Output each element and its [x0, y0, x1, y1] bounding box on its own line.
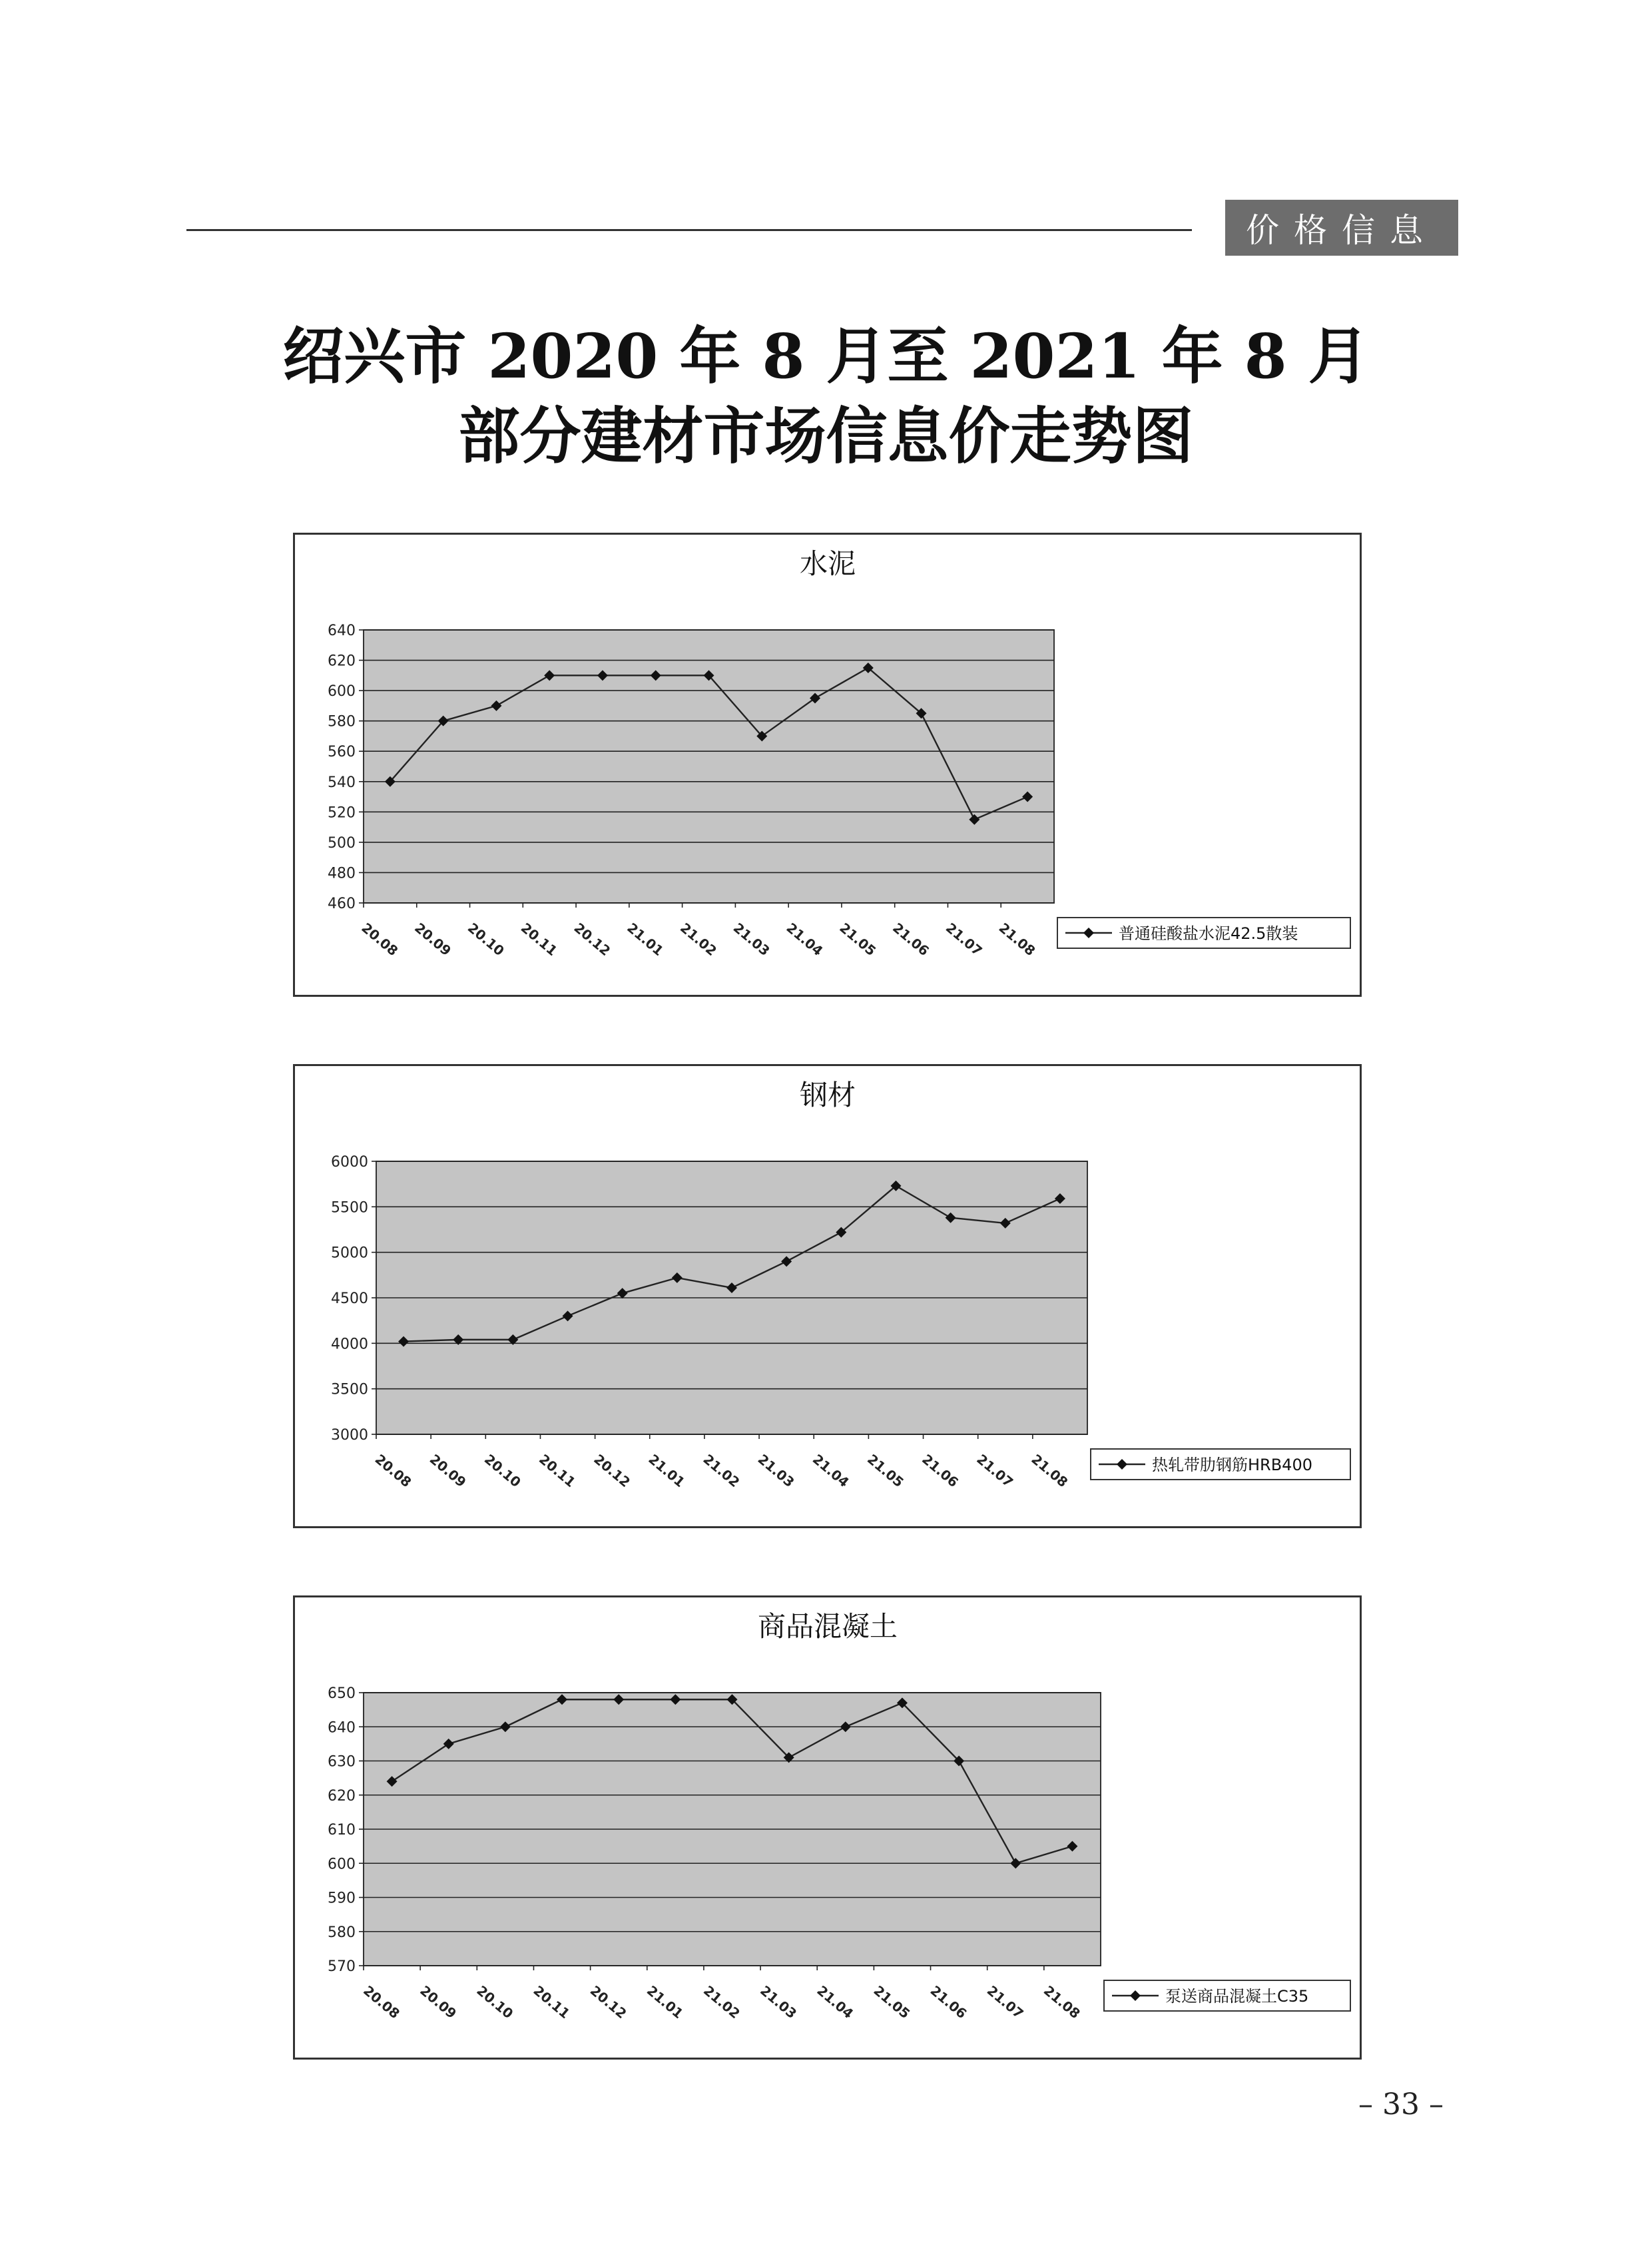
y-tick-label: 580 — [328, 713, 356, 730]
x-tick-label: 21.01 — [645, 1451, 688, 1491]
x-tick-label: 21.04 — [814, 1982, 857, 2022]
x-tick-label: 20.10 — [481, 1451, 524, 1491]
y-tick-label: 630 — [328, 1753, 356, 1771]
x-tick-label: 20.09 — [426, 1451, 469, 1491]
x-tick-label: 21.08 — [1040, 1982, 1083, 2022]
y-tick-label: 640 — [328, 1719, 356, 1737]
x-tick-label: 21.06 — [927, 1982, 970, 2022]
steel-chart-panel — [293, 1064, 1362, 1528]
x-tick-label: 20.08 — [360, 1982, 404, 2022]
legend-label: 热轧带肋钢筋HRB400 — [1152, 1456, 1312, 1474]
y-tick-label: 4000 — [331, 1336, 368, 1353]
x-tick-label: 21.04 — [783, 920, 826, 960]
concrete-chart-panel — [293, 1595, 1362, 2060]
x-tick-label: 20.12 — [591, 1451, 634, 1491]
y-tick-label: 3500 — [331, 1381, 368, 1398]
x-tick-label: 21.02 — [700, 1451, 743, 1491]
y-tick-label: 4500 — [331, 1290, 368, 1307]
x-tick-label: 21.07 — [973, 1451, 1017, 1491]
x-tick-label: 21.01 — [643, 1982, 687, 2022]
legend-label: 普通硅酸盐水泥42.5散装 — [1119, 924, 1298, 943]
x-tick-label: 21.08 — [1028, 1451, 1071, 1491]
x-tick-label: 21.07 — [983, 1982, 1027, 2022]
x-tick-label: 20.09 — [417, 1982, 460, 2022]
x-tick-label: 20.10 — [464, 920, 507, 960]
x-tick-label: 21.01 — [624, 920, 667, 960]
page-title-line-1: 绍兴市 2020 年 8 月至 2021 年 8 月 — [282, 320, 1370, 392]
y-tick-label: 640 — [328, 623, 356, 639]
cement-chart — [295, 535, 1360, 995]
page-title-line-2: 部分建材市场信息价走势图 — [458, 400, 1194, 472]
x-tick-label: 20.10 — [473, 1982, 517, 2022]
y-tick-label: 5500 — [331, 1199, 368, 1217]
chart-title: 商品混凝土 — [757, 1610, 898, 1643]
page-number: – 33 – — [1358, 2088, 1444, 2121]
x-tick-label: 20.09 — [412, 920, 455, 960]
x-tick-label: 20.11 — [536, 1451, 579, 1491]
x-tick-label: 20.08 — [372, 1451, 415, 1491]
x-tick-label: 21.08 — [995, 920, 1039, 960]
section-tag: 价格信息 — [1225, 200, 1458, 256]
y-tick-label: 650 — [328, 1685, 356, 1702]
y-tick-label: 560 — [328, 744, 356, 761]
y-tick-label: 5000 — [331, 1245, 368, 1262]
x-tick-label: 21.05 — [864, 1451, 907, 1491]
header-rule — [186, 229, 1192, 231]
y-tick-label: 500 — [328, 834, 356, 852]
x-tick-label: 21.04 — [809, 1451, 852, 1491]
chart-title: 水泥 — [799, 547, 856, 580]
y-tick-label: 480 — [328, 865, 356, 882]
x-tick-label: 20.12 — [587, 1982, 630, 2022]
y-tick-label: 6000 — [331, 1154, 368, 1171]
y-tick-label: 600 — [328, 683, 356, 701]
x-tick-label: 20.11 — [517, 920, 561, 960]
steel-chart — [295, 1066, 1360, 1526]
y-tick-label: 580 — [328, 1924, 356, 1941]
x-tick-label: 21.03 — [757, 1982, 800, 2022]
y-tick-label: 590 — [328, 1890, 356, 1907]
x-tick-label: 21.03 — [754, 1451, 798, 1491]
y-tick-label: 620 — [328, 1787, 356, 1805]
chart-title: 钢材 — [799, 1079, 856, 1111]
y-tick-label: 570 — [328, 1958, 356, 1975]
y-tick-label: 520 — [328, 804, 356, 822]
y-tick-label: 460 — [328, 896, 356, 912]
x-tick-label: 21.02 — [700, 1982, 743, 2022]
x-tick-label: 21.07 — [942, 920, 985, 960]
x-tick-label: 21.05 — [836, 920, 880, 960]
cement-chart-panel — [293, 533, 1362, 997]
y-tick-label: 610 — [328, 1822, 356, 1838]
y-tick-label: 600 — [328, 1856, 356, 1873]
x-tick-label: 21.02 — [677, 920, 720, 960]
x-tick-label: 21.06 — [890, 920, 933, 960]
x-tick-label: 20.08 — [358, 920, 402, 960]
legend-label: 泵送商品混凝土C35 — [1165, 1987, 1309, 2006]
concrete-chart — [295, 1597, 1360, 2058]
x-tick-label: 21.03 — [730, 920, 773, 960]
y-tick-label: 620 — [328, 653, 356, 670]
x-tick-label: 20.12 — [571, 920, 614, 960]
x-tick-label: 20.11 — [530, 1982, 573, 2022]
x-tick-label: 21.05 — [870, 1982, 914, 2022]
y-tick-label: 3000 — [331, 1427, 368, 1444]
x-tick-label: 21.06 — [919, 1451, 962, 1491]
y-tick-label: 540 — [328, 774, 356, 791]
